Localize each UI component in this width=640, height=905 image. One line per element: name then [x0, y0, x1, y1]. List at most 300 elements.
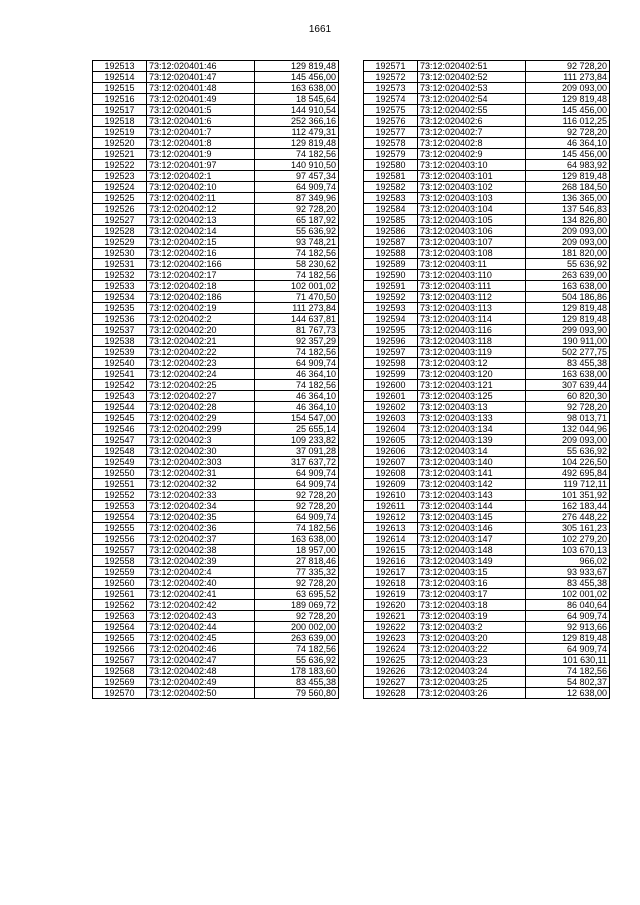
row-number-cell: 192543 — [93, 391, 147, 402]
value-cell: 92 728,20 — [255, 611, 339, 622]
value-cell: 145 456,00 — [255, 72, 339, 83]
cadastral-number-cell: 73:12:020403:2 — [418, 622, 526, 633]
table-row — [93, 666, 339, 677]
table-row — [93, 336, 339, 347]
value-cell: 129 819,48 — [526, 171, 610, 182]
row-number-cell: 192550 — [93, 468, 147, 479]
value-cell: 103 670,13 — [526, 545, 610, 556]
value-cell: 305 161,23 — [526, 523, 610, 534]
cadastral-number-cell: 73:12:020402:42 — [147, 600, 255, 611]
row-number-cell: 192623 — [364, 633, 418, 644]
row-number-cell: 192519 — [93, 127, 147, 138]
table-row — [364, 127, 610, 138]
row-number-cell: 192517 — [93, 105, 147, 116]
cadastral-number-cell: 73:12:020403:26 — [418, 688, 526, 699]
table-row — [364, 259, 610, 270]
row-number-cell: 192534 — [93, 292, 147, 303]
row-number-cell: 192572 — [364, 72, 418, 83]
cadastral-number-cell: 73:12:020402:25 — [147, 380, 255, 391]
cadastral-number-cell: 73:12:020402:44 — [147, 622, 255, 633]
value-cell: 77 335,32 — [255, 567, 339, 578]
table-row — [93, 94, 339, 105]
table-row — [364, 611, 610, 622]
cadastral-number-cell: 73:12:020403:139 — [418, 435, 526, 446]
value-cell: 92 728,20 — [255, 578, 339, 589]
table-row — [93, 655, 339, 666]
row-number-cell: 192577 — [364, 127, 418, 138]
value-cell: 98 013,71 — [526, 413, 610, 424]
value-cell: 74 182,56 — [255, 248, 339, 259]
value-cell: 276 448,22 — [526, 512, 610, 523]
value-cell: 74 182,56 — [255, 644, 339, 655]
row-number-cell: 192607 — [364, 457, 418, 468]
row-number-cell: 192587 — [364, 237, 418, 248]
row-number-cell: 192535 — [93, 303, 147, 314]
value-cell: 504 186,86 — [526, 292, 610, 303]
cadastral-number-cell: 73:12:020402:21 — [147, 336, 255, 347]
table-row — [93, 545, 339, 556]
cadastral-number-cell: 73:12:020401:5 — [147, 105, 255, 116]
row-number-cell: 192533 — [93, 281, 147, 292]
cadastral-number-cell: 73:12:020403:10 — [418, 160, 526, 171]
cadastral-number-cell: 73:12:020402:7 — [418, 127, 526, 138]
value-cell: 140 910,50 — [255, 160, 339, 171]
row-number-cell: 192531 — [93, 259, 147, 270]
row-number-cell: 192542 — [93, 380, 147, 391]
cadastral-number-cell: 73:12:020403:134 — [418, 424, 526, 435]
table-row — [93, 325, 339, 336]
cadastral-number-cell: 73:12:020403:17 — [418, 589, 526, 600]
row-number-cell: 192515 — [93, 83, 147, 94]
cadastral-number-cell: 73:12:020402:24 — [147, 369, 255, 380]
row-number-cell: 192566 — [93, 644, 147, 655]
value-cell: 502 277,75 — [526, 347, 610, 358]
value-cell: 317 637,72 — [255, 457, 339, 468]
value-cell: 46 364,10 — [255, 402, 339, 413]
table-row — [364, 534, 610, 545]
value-cell: 64 909,74 — [255, 479, 339, 490]
table-row — [364, 270, 610, 281]
value-cell: 112 479,31 — [255, 127, 339, 138]
value-cell: 209 093,00 — [526, 237, 610, 248]
row-number-cell: 192593 — [364, 303, 418, 314]
value-cell: 163 638,00 — [255, 534, 339, 545]
table-row — [93, 138, 339, 149]
row-number-cell: 192551 — [93, 479, 147, 490]
left-registry-table — [92, 60, 339, 699]
cadastral-number-cell: 73:12:020402:54 — [418, 94, 526, 105]
cadastral-number-cell: 73:12:020402:14 — [147, 226, 255, 237]
value-cell: 18 957,00 — [255, 545, 339, 556]
cadastral-number-cell: 73:12:020402:34 — [147, 501, 255, 512]
table-row — [93, 391, 339, 402]
cadastral-number-cell: 73:12:020402:17 — [147, 270, 255, 281]
table-row — [364, 633, 610, 644]
row-number-cell: 192540 — [93, 358, 147, 369]
table-row — [364, 369, 610, 380]
table-row — [364, 600, 610, 611]
value-cell: 55 636,92 — [255, 655, 339, 666]
cadastral-number-cell: 73:12:020401:49 — [147, 94, 255, 105]
value-cell: 162 183,44 — [526, 501, 610, 512]
row-number-cell: 192609 — [364, 479, 418, 490]
cadastral-number-cell: 73:12:020401:47 — [147, 72, 255, 83]
table-row — [93, 204, 339, 215]
table-row — [93, 116, 339, 127]
value-cell: 55 636,92 — [255, 226, 339, 237]
table-row — [364, 435, 610, 446]
table-row — [364, 182, 610, 193]
row-number-cell: 192545 — [93, 413, 147, 424]
cadastral-number-cell: 73:12:020403:142 — [418, 479, 526, 490]
cadastral-number-cell: 73:12:020402:9 — [418, 149, 526, 160]
row-number-cell: 192603 — [364, 413, 418, 424]
row-number-cell: 192625 — [364, 655, 418, 666]
value-cell: 74 182,56 — [526, 666, 610, 677]
table-row — [364, 424, 610, 435]
cadastral-number-cell: 73:12:020403:22 — [418, 644, 526, 655]
table-row — [364, 303, 610, 314]
value-cell: 64 909,74 — [255, 358, 339, 369]
table-row — [93, 226, 339, 237]
row-number-cell: 192596 — [364, 336, 418, 347]
table-row — [364, 193, 610, 204]
value-cell: 81 767,73 — [255, 325, 339, 336]
cadastral-number-cell: 73:12:020401:6 — [147, 116, 255, 127]
cadastral-number-cell: 73:12:020402:43 — [147, 611, 255, 622]
table-row — [364, 391, 610, 402]
table-row — [93, 160, 339, 171]
table-row — [364, 468, 610, 479]
cadastral-number-cell: 73:12:020403:104 — [418, 204, 526, 215]
row-number-cell: 192561 — [93, 589, 147, 600]
row-number-cell: 192598 — [364, 358, 418, 369]
row-number-cell: 192552 — [93, 490, 147, 501]
value-cell: 86 040,64 — [526, 600, 610, 611]
table-row — [93, 677, 339, 688]
row-number-cell: 192628 — [364, 688, 418, 699]
cadastral-number-cell: 73:12:020402:18 — [147, 281, 255, 292]
row-number-cell: 192580 — [364, 160, 418, 171]
cadastral-number-cell: 73:12:020403:18 — [418, 600, 526, 611]
row-number-cell: 192601 — [364, 391, 418, 402]
value-cell: 64 909,74 — [255, 468, 339, 479]
value-cell: 97 457,34 — [255, 171, 339, 182]
row-number-cell: 192513 — [93, 61, 147, 72]
row-number-cell: 192591 — [364, 281, 418, 292]
right-table-body — [364, 61, 610, 699]
value-cell: 209 093,00 — [526, 226, 610, 237]
table-row — [93, 435, 339, 446]
row-number-cell: 192573 — [364, 83, 418, 94]
value-cell: 263 639,00 — [255, 633, 339, 644]
table-row — [93, 72, 339, 83]
row-number-cell: 192526 — [93, 204, 147, 215]
row-number-cell: 192518 — [93, 116, 147, 127]
value-cell: 163 638,00 — [255, 83, 339, 94]
row-number-cell: 192599 — [364, 369, 418, 380]
cadastral-number-cell: 73:12:020402:36 — [147, 523, 255, 534]
cadastral-number-cell: 73:12:020402:55 — [418, 105, 526, 116]
row-number-cell: 192594 — [364, 314, 418, 325]
value-cell: 178 183,60 — [255, 666, 339, 677]
cadastral-number-cell: 73:12:020403:141 — [418, 468, 526, 479]
row-number-cell: 192553 — [93, 501, 147, 512]
cadastral-number-cell: 73:12:020401:46 — [147, 61, 255, 72]
row-number-cell: 192614 — [364, 534, 418, 545]
cadastral-number-cell: 73:12:020402:45 — [147, 633, 255, 644]
row-number-cell: 192538 — [93, 336, 147, 347]
cadastral-number-cell: 73:12:020403:146 — [418, 523, 526, 534]
cadastral-number-cell: 73:12:020402:38 — [147, 545, 255, 556]
value-cell: 145 456,00 — [526, 105, 610, 116]
cadastral-number-cell: 73:12:020402:22 — [147, 347, 255, 358]
row-number-cell: 192521 — [93, 149, 147, 160]
value-cell: 111 273,84 — [255, 303, 339, 314]
value-cell: 37 091,28 — [255, 446, 339, 457]
row-number-cell: 192590 — [364, 270, 418, 281]
cadastral-number-cell: 73:12:020402:49 — [147, 677, 255, 688]
table-row — [364, 171, 610, 182]
table-row — [364, 567, 610, 578]
table-row — [364, 347, 610, 358]
cadastral-number-cell: 73:12:020402:299 — [147, 424, 255, 435]
value-cell: 64 909,74 — [526, 644, 610, 655]
row-number-cell: 192582 — [364, 182, 418, 193]
row-number-cell: 192537 — [93, 325, 147, 336]
row-number-cell: 192560 — [93, 578, 147, 589]
cadastral-number-cell: 73:12:020402:51 — [418, 61, 526, 72]
cadastral-number-cell: 73:12:020402:20 — [147, 325, 255, 336]
row-number-cell: 192627 — [364, 677, 418, 688]
cadastral-number-cell: 73:12:020402:13 — [147, 215, 255, 226]
right-registry-table — [363, 60, 610, 699]
value-cell: 136 365,00 — [526, 193, 610, 204]
value-cell: 102 279,20 — [526, 534, 610, 545]
value-cell: 102 001,02 — [526, 589, 610, 600]
row-number-cell: 192539 — [93, 347, 147, 358]
cadastral-number-cell: 73:12:020403:119 — [418, 347, 526, 358]
value-cell: 83 455,38 — [526, 358, 610, 369]
value-cell: 46 364,10 — [255, 391, 339, 402]
value-cell: 18 545,64 — [255, 94, 339, 105]
cadastral-number-cell: 73:12:020403:110 — [418, 270, 526, 281]
cadastral-number-cell: 73:12:020401:8 — [147, 138, 255, 149]
row-number-cell: 192570 — [93, 688, 147, 699]
cadastral-number-cell: 73:12:020402:39 — [147, 556, 255, 567]
table-row — [364, 380, 610, 391]
row-number-cell: 192589 — [364, 259, 418, 270]
cadastral-number-cell: 73:12:020403:118 — [418, 336, 526, 347]
table-row — [364, 149, 610, 160]
cadastral-number-cell: 73:12:020403:107 — [418, 237, 526, 248]
table-row — [364, 622, 610, 633]
table-row — [364, 479, 610, 490]
row-number-cell: 192523 — [93, 171, 147, 182]
table-row — [364, 138, 610, 149]
value-cell: 58 230,62 — [255, 259, 339, 270]
row-number-cell: 192602 — [364, 402, 418, 413]
cadastral-number-cell: 73:12:020402:27 — [147, 391, 255, 402]
table-row — [364, 226, 610, 237]
cadastral-number-cell: 73:12:020402:303 — [147, 457, 255, 468]
table-row — [93, 127, 339, 138]
row-number-cell: 192544 — [93, 402, 147, 413]
value-cell: 111 273,84 — [526, 72, 610, 83]
row-number-cell: 192584 — [364, 204, 418, 215]
table-row — [93, 83, 339, 94]
table-row — [364, 94, 610, 105]
cadastral-number-cell: 73:12:020403:101 — [418, 171, 526, 182]
cadastral-number-cell: 73:12:020402:6 — [418, 116, 526, 127]
value-cell: 163 638,00 — [526, 369, 610, 380]
value-cell: 200 002,00 — [255, 622, 339, 633]
row-number-cell: 192592 — [364, 292, 418, 303]
row-number-cell: 192575 — [364, 105, 418, 116]
value-cell: 92 728,20 — [255, 490, 339, 501]
table-row — [364, 160, 610, 171]
row-number-cell: 192588 — [364, 248, 418, 259]
cadastral-number-cell: 73:12:020403:145 — [418, 512, 526, 523]
cadastral-number-cell: 73:12:020403:125 — [418, 391, 526, 402]
cadastral-number-cell: 73:12:020402:31 — [147, 468, 255, 479]
row-number-cell: 192549 — [93, 457, 147, 468]
table-row — [364, 325, 610, 336]
row-number-cell: 192585 — [364, 215, 418, 226]
value-cell: 137 546,83 — [526, 204, 610, 215]
row-number-cell: 192529 — [93, 237, 147, 248]
row-number-cell: 192557 — [93, 545, 147, 556]
table-row — [364, 644, 610, 655]
value-cell: 27 818,46 — [255, 556, 339, 567]
cadastral-number-cell: 73:12:020402:47 — [147, 655, 255, 666]
cadastral-number-cell: 73:12:020403:13 — [418, 402, 526, 413]
table-row — [364, 204, 610, 215]
table-row — [364, 292, 610, 303]
cadastral-number-cell: 73:12:020402:19 — [147, 303, 255, 314]
row-number-cell: 192541 — [93, 369, 147, 380]
cadastral-number-cell: 73:12:020402:52 — [418, 72, 526, 83]
cadastral-number-cell: 73:12:020402:30 — [147, 446, 255, 457]
row-number-cell: 192527 — [93, 215, 147, 226]
cadastral-number-cell: 73:12:020403:149 — [418, 556, 526, 567]
cadastral-number-cell: 73:12:020403:148 — [418, 545, 526, 556]
cadastral-number-cell: 73:12:020403:19 — [418, 611, 526, 622]
value-cell: 101 351,92 — [526, 490, 610, 501]
value-cell: 83 455,38 — [255, 677, 339, 688]
cadastral-number-cell: 73:12:020402:29 — [147, 413, 255, 424]
cadastral-number-cell: 73:12:020402:186 — [147, 292, 255, 303]
value-cell: 189 069,72 — [255, 600, 339, 611]
cadastral-number-cell: 73:12:020402:4 — [147, 567, 255, 578]
table-row — [364, 83, 610, 94]
cadastral-number-cell: 73:12:020402:23 — [147, 358, 255, 369]
value-cell: 144 910,54 — [255, 105, 339, 116]
table-row — [364, 281, 610, 292]
table-row — [93, 281, 339, 292]
row-number-cell: 192579 — [364, 149, 418, 160]
row-number-cell: 192583 — [364, 193, 418, 204]
row-number-cell: 192626 — [364, 666, 418, 677]
value-cell: 129 819,48 — [526, 303, 610, 314]
value-cell: 54 802,37 — [526, 677, 610, 688]
row-number-cell: 192624 — [364, 644, 418, 655]
cadastral-number-cell: 73:12:020403:106 — [418, 226, 526, 237]
value-cell: 92 728,20 — [255, 501, 339, 512]
value-cell: 64 909,74 — [255, 512, 339, 523]
value-cell: 87 349,96 — [255, 193, 339, 204]
table-row — [93, 215, 339, 226]
row-number-cell: 192612 — [364, 512, 418, 523]
row-number-cell: 192613 — [364, 523, 418, 534]
row-number-cell: 192620 — [364, 600, 418, 611]
row-number-cell: 192621 — [364, 611, 418, 622]
row-number-cell: 192562 — [93, 600, 147, 611]
cadastral-number-cell: 73:12:020402:32 — [147, 479, 255, 490]
cadastral-number-cell: 73:12:020403:133 — [418, 413, 526, 424]
table-row — [364, 446, 610, 457]
value-cell: 263 639,00 — [526, 270, 610, 281]
cadastral-number-cell: 73:12:020402:11 — [147, 193, 255, 204]
cadastral-number-cell: 73:12:020402:16 — [147, 248, 255, 259]
row-number-cell: 192522 — [93, 160, 147, 171]
table-row — [364, 655, 610, 666]
table-row — [93, 611, 339, 622]
table-row — [364, 72, 610, 83]
value-cell: 119 712,11 — [526, 479, 610, 490]
table-row — [364, 688, 610, 699]
cadastral-number-cell: 73:12:020403:23 — [418, 655, 526, 666]
row-number-cell: 192524 — [93, 182, 147, 193]
row-number-cell: 192525 — [93, 193, 147, 204]
table-row — [93, 600, 339, 611]
value-cell: 74 182,56 — [255, 347, 339, 358]
row-number-cell: 192571 — [364, 61, 418, 72]
value-cell: 92 728,20 — [526, 61, 610, 72]
row-number-cell: 192563 — [93, 611, 147, 622]
value-cell: 46 364,10 — [255, 369, 339, 380]
row-number-cell: 192548 — [93, 446, 147, 457]
row-number-cell: 192608 — [364, 468, 418, 479]
row-number-cell: 192558 — [93, 556, 147, 567]
table-row — [93, 523, 339, 534]
row-number-cell: 192532 — [93, 270, 147, 281]
value-cell: 144 637,81 — [255, 314, 339, 325]
table-row — [364, 677, 610, 688]
table-row — [93, 270, 339, 281]
table-row — [364, 556, 610, 567]
value-cell: 74 182,56 — [255, 523, 339, 534]
row-number-cell: 192578 — [364, 138, 418, 149]
row-number-cell: 192586 — [364, 226, 418, 237]
table-row — [364, 105, 610, 116]
cadastral-number-cell: 73:12:020403:20 — [418, 633, 526, 644]
cadastral-number-cell: 73:12:020403:103 — [418, 193, 526, 204]
row-number-cell: 192611 — [364, 501, 418, 512]
table-row — [93, 237, 339, 248]
table-row — [93, 347, 339, 358]
value-cell: 132 044,96 — [526, 424, 610, 435]
cadastral-number-cell: 73:12:020403:114 — [418, 314, 526, 325]
cadastral-number-cell: 73:12:020403:147 — [418, 534, 526, 545]
row-number-cell: 192556 — [93, 534, 147, 545]
table-row — [93, 259, 339, 270]
value-cell: 83 455,38 — [526, 578, 610, 589]
row-number-cell: 192622 — [364, 622, 418, 633]
value-cell: 307 639,44 — [526, 380, 610, 391]
table-row — [93, 490, 339, 501]
table-row — [364, 248, 610, 259]
